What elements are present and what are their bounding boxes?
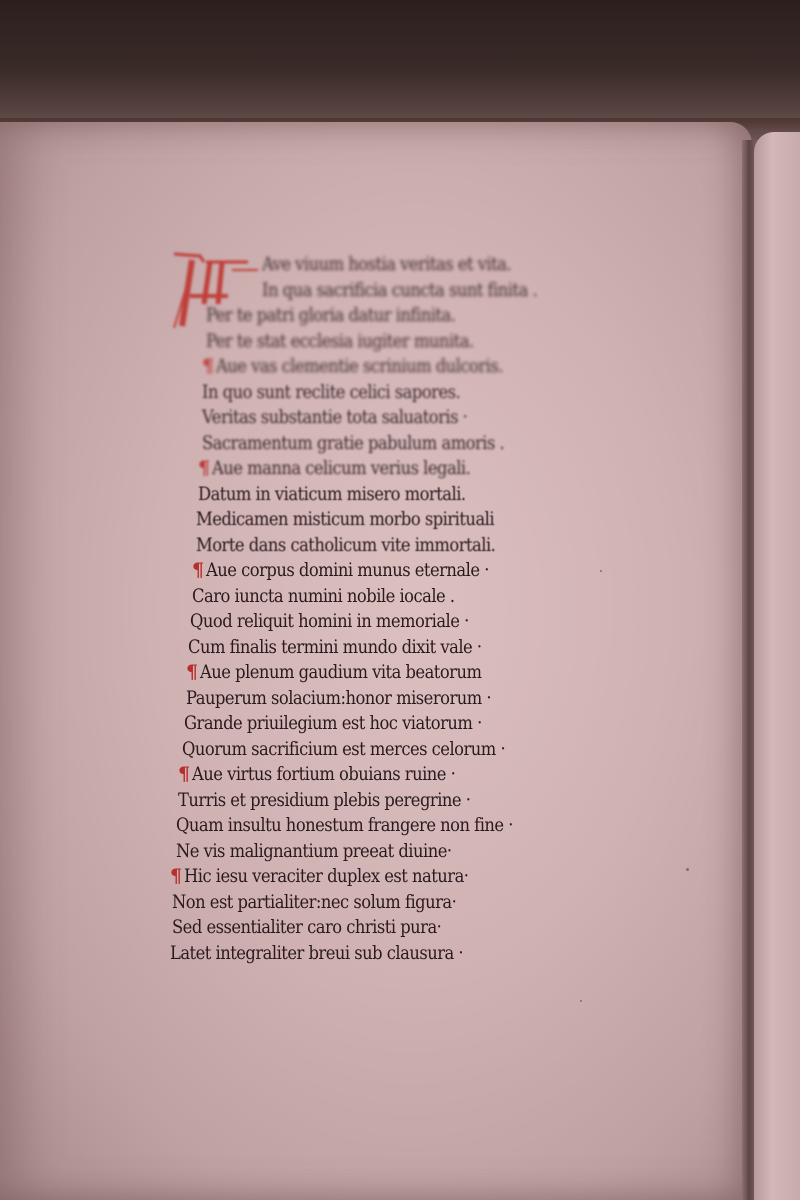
text-line: Quod reliquit homini in memoriale ·: [190, 610, 469, 632]
text-line: Veritas substantie tota saluatoris ·: [202, 406, 468, 428]
hymn-text: [168, 252, 628, 966]
text-line: Per te stat ecclesia iugiter munita.: [206, 329, 474, 352]
text-line: Quorum sacrificium est merces celorum ·: [182, 737, 506, 760]
text-line: ¶ Aue corpus domini munus eternale ·: [192, 559, 489, 581]
paper-speck: [600, 570, 602, 572]
text-line: Ave viuum hostia veritas et vita.: [262, 253, 512, 275]
text-line: Ne vis malignantium preeat diuine·: [176, 839, 452, 862]
facing-page-edge: [754, 132, 800, 1200]
text-line: ¶ Hic iesu veraciter duplex est natura·: [170, 865, 468, 887]
text-line: Sed essentialiter caro christi pura·: [172, 916, 442, 938]
text-line: Quam insultu honestum frangere non fine ·: [176, 814, 513, 836]
text-line: Medicamen misticum morbo spirituali: [196, 508, 495, 530]
text-line: Caro iuncta numini nobile iocale .: [192, 584, 455, 607]
text-line: In qua sacrificia cuncta sunt finita .: [262, 278, 538, 301]
text-line: ¶ Aue vas clementie scrinium dulcoris.: [202, 355, 503, 377]
text-line: Per te patri gloria datur infinita.: [206, 304, 456, 326]
text-line: In quo sunt reclite celici sapores.: [202, 380, 461, 403]
paper-speck: [686, 868, 689, 871]
text-line: Sacramentum gratie pabulum amoris .: [202, 431, 505, 454]
text-line: Pauperum solacium:honor miserorum ·: [186, 686, 492, 709]
text-line: Morte dans catholicum vite immortali.: [196, 533, 496, 556]
text-line: Latet integraliter breui sub clausura ·: [170, 941, 464, 964]
text-line: Datum in viaticum misero mortali.: [198, 482, 466, 505]
paper-speck: [580, 1000, 582, 1002]
text-line: Cum finalis termini mundo dixit vale ·: [188, 635, 482, 658]
text-line: ¶ Aue manna celicum verius legali.: [198, 457, 470, 479]
text-line: ¶ Aue plenum gaudium vita beatorum: [186, 661, 481, 683]
text-line: Non est partialiter:nec solum figura·: [172, 890, 457, 913]
text-line: Turris et presidium plebis peregrine ·: [178, 788, 471, 811]
text-line: Grande priuilegium est hoc viatorum ·: [184, 712, 482, 734]
text-line: ¶ Aue virtus fortium obuians ruine ·: [178, 763, 455, 785]
